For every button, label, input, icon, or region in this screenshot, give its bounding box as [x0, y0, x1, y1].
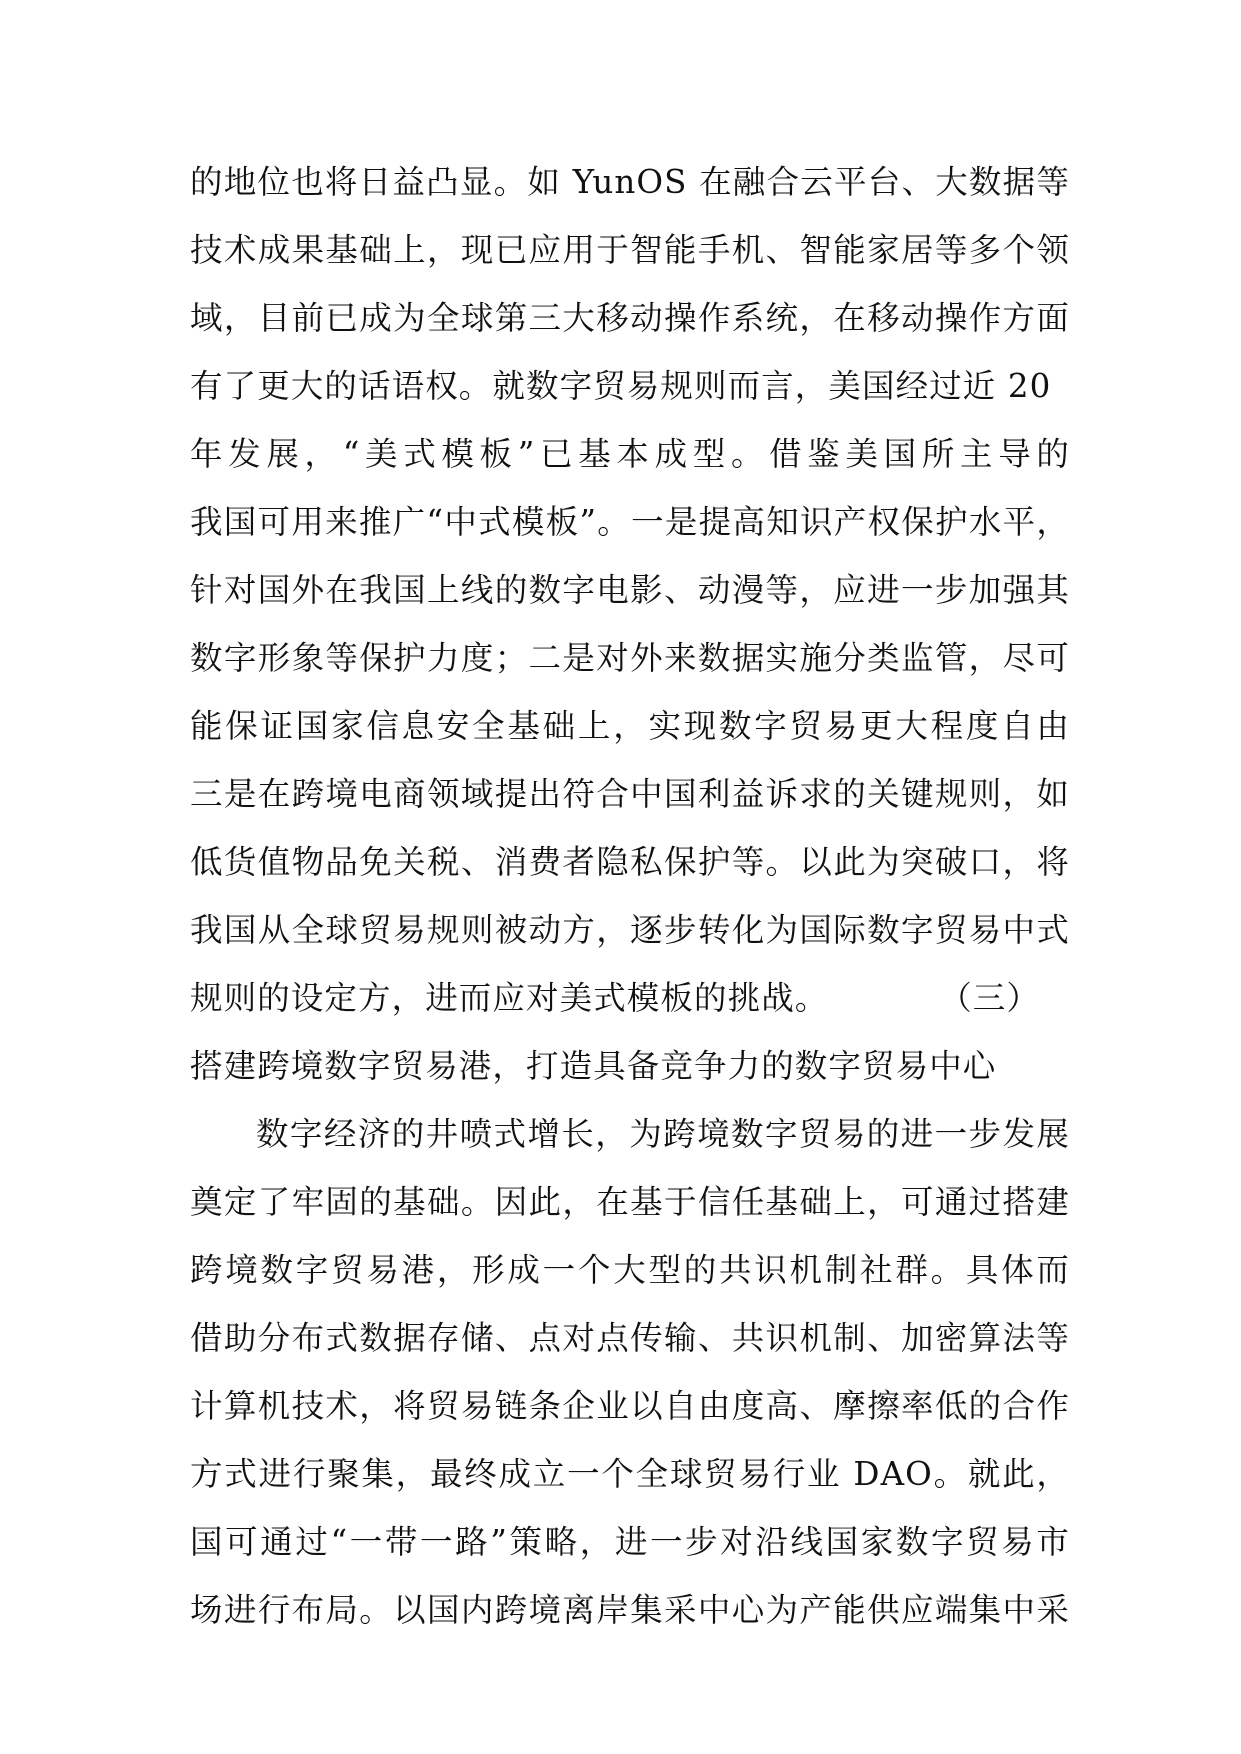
paragraph-1-closing-text: 规则的设定方，进而应对美式模板的挑战。	[190, 979, 829, 1017]
paragraph-2-line-2: 奠定了牢固的基础。因此，在基于信任基础上，可通过搭建	[190, 1183, 1070, 1221]
paragraph-1-line-11: 低货值物品免关税、消费者隐私保护等。以此为突破口，将	[190, 843, 1070, 881]
paragraph-2-line-3: 跨境数字贸易港，形成一个大型的共识机制社群。具体而	[190, 1251, 1070, 1289]
paragraph-2-line-7: 国可通过“一带一路”策略，进一步对沿线国家数字贸易市	[190, 1523, 1070, 1561]
paragraph-1-line-12: 我国从全球贸易规则被动方，逐步转化为国际数字贸易中式	[190, 911, 1070, 949]
paragraph-1-line-2: 技术成果基础上，现已应用于智能手机、智能家居等多个领	[190, 231, 1070, 269]
paragraph-1-line-5: 年发展，“美式模板”已基本成型。借鉴美国所主导的	[190, 435, 1070, 473]
paragraph-1-line-6: 我国可用来推广“中式模板”。一是提高知识产权保护水平，	[190, 503, 1070, 541]
section-number: （三）	[939, 979, 1040, 1017]
paragraph-2-line-1: 数字经济的井喷式增长，为跨境数字贸易的进一步发展	[256, 1115, 1070, 1153]
paragraph-2-line-8: 场进行布局。以国内跨境离岸集采中心为产能供应端集中采	[190, 1591, 1070, 1629]
paragraph-2-line-4: 借助分布式数据存储、点对点传输、共识机制、加密算法等	[190, 1319, 1070, 1357]
paragraph-1-line-1: 的地位也将日益凸显。如 YunOS 在融合云平台、大数据等	[190, 163, 1070, 201]
paragraph-1-line-4: 有了更大的话语权。就数字贸易规则而言，美国经过近 20	[190, 367, 1052, 405]
paragraph-1-line-7: 针对国外在我国上线的数字电影、动漫等，应进一步加强其	[190, 571, 1070, 609]
paragraph-1-line-3: 域，目前已成为全球第三大移动操作系统，在移动操作方面	[190, 299, 1070, 337]
body-text	[190, 148, 1070, 1644]
paragraph-1-line-8: 数字形象等保护力度；二是对外来数据实施分类监管，尽可	[190, 639, 1070, 677]
paragraph-2-line-6: 方式进行聚集，最终成立一个全球贸易行业 DAO。就此，	[190, 1455, 1070, 1493]
paragraph-1-line-10: 三是在跨境电商领域提出符合中国利益诉求的关键规则，如	[190, 775, 1070, 813]
paragraph-1-last-line	[190, 964, 1070, 1032]
section-heading: 搭建跨境数字贸易港，打造具备竞争力的数字贸易中心	[190, 1047, 997, 1085]
paragraph-1-line-9: 能保证国家信息安全基础上，实现数字贸易更大程度自由	[190, 707, 1070, 745]
paragraph-2-line-5: 计算机技术，将贸易链条企业以自由度高、摩擦率低的合作	[190, 1387, 1070, 1425]
